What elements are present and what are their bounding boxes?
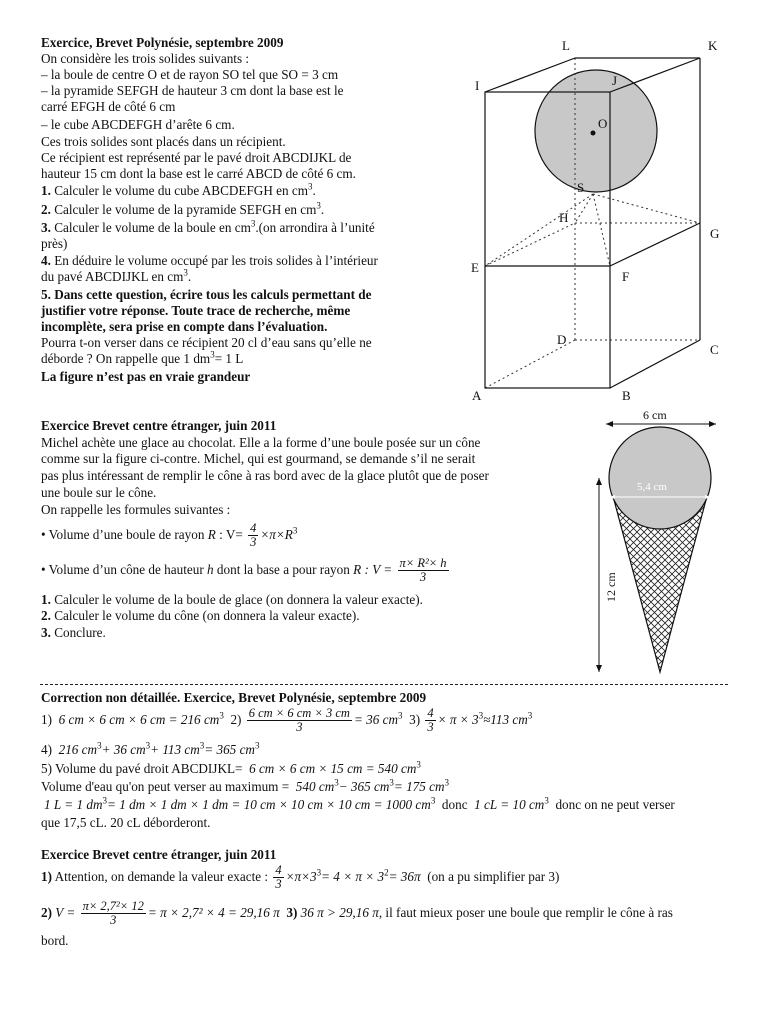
- ex1-container-1: Ce récipient est représenté par le pavé droit ABCDIJKL de: [41, 150, 352, 165]
- corr1-answer-5: 5) Volume du pavé droit ABCDIJKL= 6 cm × 6 cm × 15 cm = 540 $cm^3$: [41, 759, 421, 776]
- corr1-final: que 17,5 cL. 20 cL déborderont.: [41, 815, 211, 830]
- corr2-answer-2-3: 2) V = $\frac{\text{π× 2,7²× 12}}{3}$ = π × 2,7² × 4 = 29,16 π 3) 36 π > 29,16 π, il faut mieux poser une boule que remplir le cône à ras: [41, 899, 673, 928]
- ex1-item-3: carré EFGH de côté 6 cm: [41, 99, 176, 114]
- edge-FG: [610, 223, 700, 266]
- ex1-q5-2: justifier votre réponse. Toute trace de recherche, même: [41, 303, 351, 318]
- hidden-edge-EH: [485, 223, 575, 266]
- ex2-title: Exercice Brevet centre étranger, juin 2011: [41, 418, 277, 433]
- pyramid-edge-SF: [593, 194, 610, 266]
- ex1-q3-2: près): [41, 236, 68, 251]
- ex1-item-4: – le cube ABCDEFGH d’arête 6 cm.: [41, 117, 235, 132]
- ex1-item-1: – la boule de centre O et de rayon SO tel que SO = 3 cm: [41, 67, 339, 82]
- ex1-q4-2: du pavé ABCDIJKL en $cm^3$.: [41, 267, 192, 284]
- ex1-q5-4: Pourra t-on verser dans ce récipient 20 cl d’eau sans qu’elle ne: [41, 335, 372, 350]
- top-dim-label: 6 cm: [643, 408, 667, 422]
- ex2-q1: 1. Calculer le volume de la boule de glace (on donnera la valeur exacte).: [41, 592, 423, 607]
- ex2-q3: 3. Conclure.: [41, 625, 106, 640]
- corr1-answers-1-3: 1) 6 cm × 6 cm × 6 cm = 216 $cm^3$ 2) $\frac{6 cm \times 6 cm \times 3 cm}{3}$ = 36 $cm^3$ 3) $\frac{4}{3}$ × $\pi \times 3^3\approx 113$ $cm^3$: [41, 706, 533, 735]
- label-L: L: [562, 38, 570, 53]
- label-O: O: [598, 116, 608, 131]
- box-figure: [460, 30, 740, 410]
- edge-BC: [610, 340, 700, 388]
- sphere: [535, 70, 657, 192]
- label-H: H: [559, 210, 569, 225]
- label-D: D: [557, 332, 567, 347]
- cone-figure: [585, 405, 735, 680]
- ex1-q2: 2. Calculer le volume de la pyramide SEFGH en $cm^3$.: [41, 200, 325, 217]
- ex2-line-5: On rappelle les formules suivantes :: [41, 502, 231, 517]
- ex2-line-2: comme sur la figure ci-contre. Michel, qui est gourmand, se demande s’il ne serait: [41, 451, 476, 466]
- label-C: C: [710, 342, 719, 357]
- corr1-answer-4: 4) 216 $cm^3+ 36$ $cm^3+ 113$ $cm^3= 365$ $cm^3$: [41, 740, 260, 757]
- ex1-title: Exercice, Brevet Polynésie, septembre 2009: [41, 35, 284, 50]
- sphere-center: [591, 131, 596, 136]
- corr2-answer-3-end: bord.: [41, 933, 69, 948]
- ice-cream-scoop: [609, 427, 711, 529]
- label-E: E: [471, 260, 479, 275]
- ex1-intro: On considère les trois solides suivants :: [41, 51, 250, 66]
- hidden-edge-AD: [485, 340, 575, 388]
- ex1-q4: 4. En déduire le volume occupé par les trois solides à l’intérieur: [41, 253, 378, 268]
- height-label: 12 cm: [604, 572, 618, 602]
- ex1-placed: Ces trois solides sont placés dans un récipient.: [41, 134, 286, 149]
- corr2-title: Exercice Brevet centre étranger, juin 2011: [41, 847, 277, 862]
- ex1-container-2: hauteur 15 cm dont la base est le carré ABCD de côté 6 cm.: [41, 166, 356, 181]
- label-A: A: [472, 388, 482, 403]
- label-B: B: [622, 388, 631, 403]
- ex2-line-3: pas plus intéressant de remplir le cône à ras bord avec de la glace plutôt que de poser: [41, 468, 489, 483]
- ex1-q5-1: 5. Dans cette question, écrire tous les calculs permettant de: [41, 287, 372, 302]
- label-G: G: [710, 226, 720, 241]
- pyramid-edge-SH: [575, 194, 593, 223]
- ex2-formula-sphere: • Volume d’une boule de rayon R : V= $\frac{4}{3}$ $\times\pi\times R^3$: [41, 521, 298, 550]
- pyramid-edge-SG: [593, 194, 700, 223]
- ex2-q2: 2. Calculer le volume du cône (on donnera la valeur exacte).: [41, 608, 360, 623]
- ex1-q3: 3. Calculer le volume de la boule en $cm^3.(on$ arrondira à l’unité: [41, 218, 375, 235]
- label-J: J: [612, 73, 618, 88]
- ex1-q5-3: incomplète, sera prise en compte dans l’évaluation.: [41, 319, 328, 334]
- corr1-water: Volume d'eau qu'on peut verser au maximum = 540 $cm^3- 365$ $cm^3= 175$ $cm^3$: [41, 777, 450, 794]
- ex2-line-4: une boule sur le cône.: [41, 485, 157, 500]
- ex1-note: La figure n’est pas en vraie grandeur: [41, 369, 251, 384]
- corr1-conversion: 1 L = 1 $dm^3= 1$ dm × 1 dm × 1 dm = 10 cm × 10 cm × 10 cm = 1000 $cm^3$ donc 1 cL = 10 $cm^3$ donc on ne peut verser: [44, 795, 675, 812]
- corr2-answer-1: 1) Attention, on demande la valeur exacte : $\frac{4}{3}$ $\times\pi\times 3^3= 4 \times \pi \times 3^2= 36\pi$ (on a pu simplifier par 3): [41, 863, 560, 892]
- ex1-q1: 1. Calculer le volume du cube ABCDEFGH en $cm^3$.: [41, 181, 316, 198]
- ex1-item-2: – la pyramide SEFGH de hauteur 3 cm dont la base est le: [41, 83, 344, 98]
- ex2-formula-cone: • Volume d’un cône de hauteur h dont la base a pour rayon R : V = $\frac{\text{π× R²× h}}{3}$: [41, 556, 447, 585]
- label-F: F: [622, 269, 630, 284]
- ex1-q5-5: déborde ? On rappelle que 1 $dm^3= 1$ L: [41, 349, 244, 366]
- separator: [40, 684, 728, 685]
- label-S: S: [577, 180, 585, 195]
- corr1-title: Correction non détaillée. Exercice, Brevet Polynésie, septembre 2009: [41, 690, 427, 705]
- ex2-line-1: Michel achète une glace au chocolat. Elle a la forme d’une boule posée sur un cône: [41, 435, 481, 450]
- edge-JK: [610, 58, 700, 92]
- label-K: K: [708, 38, 718, 53]
- diameter-label: 5,4 cm: [637, 481, 667, 493]
- label-I: I: [475, 78, 480, 93]
- pyramid-edge-SE: [485, 194, 593, 266]
